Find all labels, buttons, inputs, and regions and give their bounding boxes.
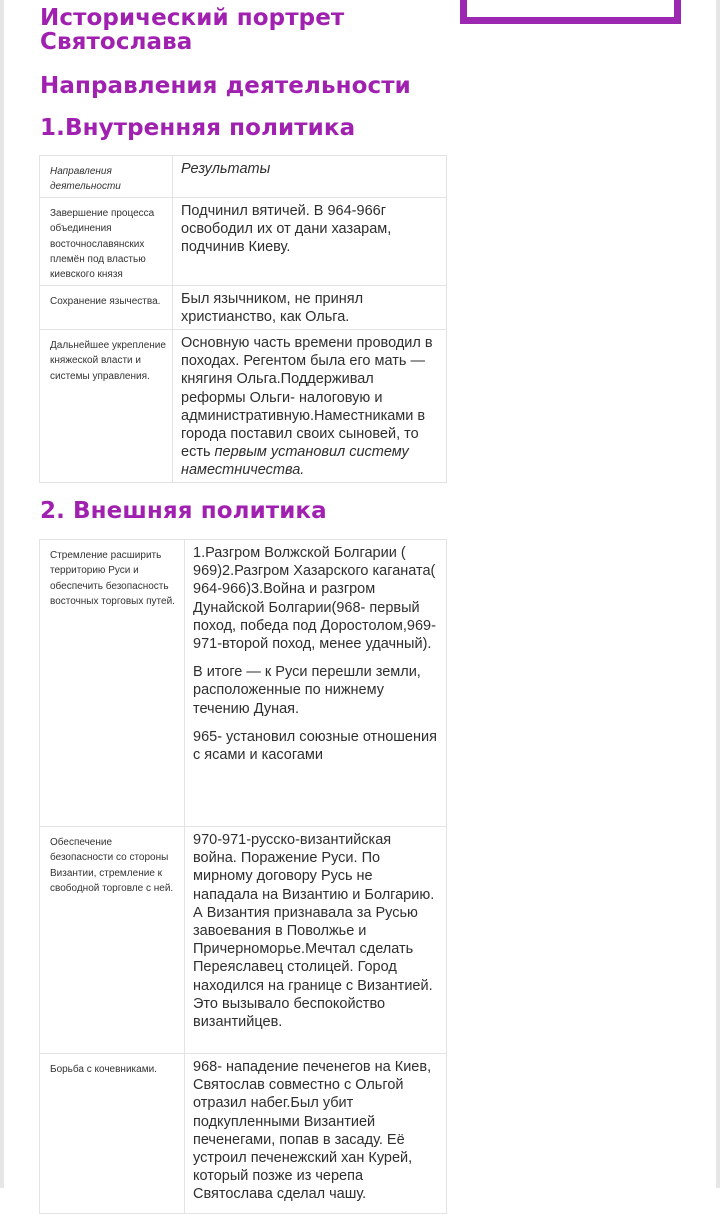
table-header-row — [40, 156, 447, 198]
page-subtitle: Направления деятельности — [40, 73, 411, 99]
page-title: Исторический портрет Святослава — [40, 5, 345, 55]
table-row — [40, 198, 447, 286]
page-frame-right — [716, 0, 720, 1188]
section-heading-internal: 1.Внутренняя политика — [40, 115, 356, 141]
table-row — [40, 330, 447, 483]
row-result: Был язычником, не принял христианство, как Ольга. — [181, 291, 364, 326]
table-row — [40, 286, 447, 330]
row-direction: Сохранение язычества. — [50, 296, 161, 307]
row-direction: Дальнейшее укрепление княжеской власти и системы управления. — [50, 340, 166, 382]
sidebar-panel — [460, 0, 681, 24]
row-direction: Обеспечение безопасности со стороны Византии, стремление к свободной торговле с ней. — [50, 837, 174, 894]
row-result-paragraph: В итоге — к Руси перешли земли, расположенные по нижнему течению Дуная. — [193, 664, 421, 717]
external-policy-table — [39, 539, 447, 1214]
row-result-paragraph: 965- установил союзные отношения с ясами и касогами — [193, 728, 437, 764]
table-row — [40, 1054, 447, 1214]
internal-policy-table — [39, 155, 447, 483]
table-row — [40, 540, 447, 827]
row-result — [185, 540, 446, 764]
page-frame-left — [0, 0, 4, 1188]
header-result: Результаты — [181, 161, 271, 177]
row-result: 968- нападение печенегов на Киев, Святослав совместно с Ольгой отразил набег.Был убит подкупленными Византией печенегами, попав в засаду. Её устроил печенежский хан Курей, который позже из черепа Святослава сделал чашу. — [193, 1059, 432, 1203]
section-heading-external: 2. Внешняя политика — [40, 498, 327, 524]
row-result-italic: первым установил систему наместничества. — [181, 444, 409, 479]
table-row — [40, 827, 447, 1054]
row-direction: Стремление расширить территорию Руси и обеспечить безопасность восточных торговых путей. — [50, 550, 175, 607]
row-result: Подчинил вятичей. В 964-966г освободил их от дани хазарам, подчинив Киеву. — [181, 203, 392, 256]
row-result: 970-971-русско-византийская война. Поражение Руси. По мирному договору Русь не нападала на Византию и Болгарию. А Византия признавала за Русью завоевания в Поволжье и Причерноморье.Мечтал сделать Переяславец столицей. Город находился на границе с Византией. Это вызывало беспокойство византийцев. — [193, 832, 435, 1031]
row-direction: Борьба с кочевниками. — [50, 1064, 157, 1075]
row-result-paragraph: 1.Разгром Волжской Болгарии ( 969)2.Разгром Хазарского каганата( 964-966)3.Война и разгром Дунайской Болгарии(968- первый поход, победа под Доростолом,969-971-второй поход, менее удачный). — [193, 545, 436, 653]
row-direction: Завершение процесса объединения восточнославянских племён под властью киевского князя — [50, 208, 155, 281]
row-result — [173, 330, 446, 480]
row-result-text: Основную часть времени проводил в походах. Регентом была его мать — княгиня Ольга.Поддерживал реформы Ольги- налоговую и административную.Наместниками в города поставил своих сыновей, то есть — [181, 335, 433, 461]
header-direction: Направления деятельности — [50, 166, 121, 193]
